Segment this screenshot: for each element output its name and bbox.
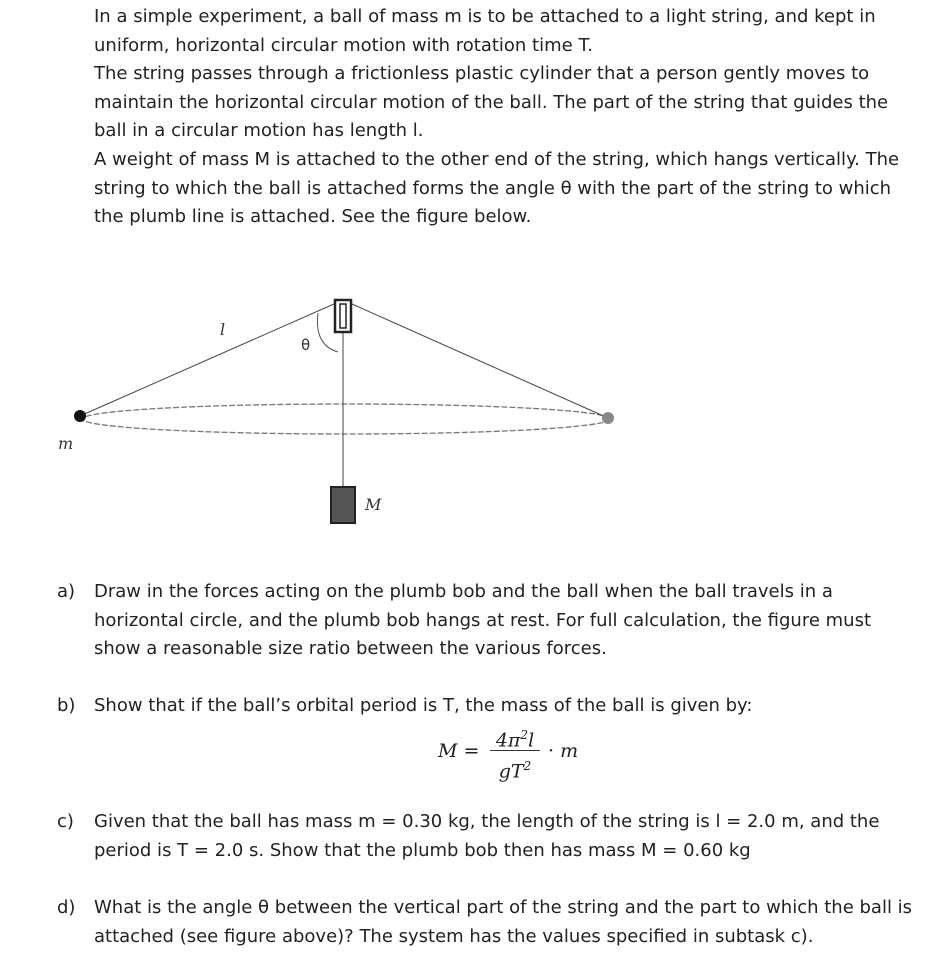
label-mass-M: M [365,495,382,514]
question-c-label: c) [57,811,74,832]
formula-numerator: $4\pi^2l$ [495,728,535,752]
question-d-text: What is the angle θ between the vertical part of the string and the part to which the ball is attached (see figure above)? The system has the values specified in subtask c). [94,897,913,947]
intro-paragraph-2: The string passes through a frictionless plastic cylinder that a person gently moves to maintain the horizontal circular motion of the ball. The part of the string that guides the ball in a circular motion has length l. [94,63,889,142]
intro-paragraph-3: A weight of mass M is attached to the other end of the string, which hangs vertically. The string to which the ball is attached forms the angle θ with the part of the string to which the plumb line is attached. See the figure below. [94,148,900,228]
string-to-ball [80,300,343,416]
question-b-text: Show that if the ball’s orbital period is T, the mass of the ball is given by: [94,695,753,716]
formula-lhs: M = [438,740,480,762]
question-d [57,894,917,951]
weight-M [331,487,355,523]
formula-denominator: $gT^2$ [498,759,532,783]
question-b [57,692,917,721]
question-a-label: a) [57,581,76,602]
question-c [57,808,917,865]
ball-far [602,412,614,424]
question-d-label: d) [57,897,76,918]
question-a [57,578,917,664]
question-a-text: Draw in the forces acting on the plumb bob and the ball when the ball travels in a horizontal circle, and the plumb bob hangs at rest. For full calculation, the figure must show a reasonable size ratio between the various forces. [94,581,872,660]
formula-rhs: · m [548,740,579,762]
ball-m [74,410,86,422]
mass-formula [438,722,618,782]
orbit-ellipse [82,404,610,434]
intro-paragraph-1: In a simple experiment, a ball of mass m is to be attached to a light string, and kept in uniform, horizontal circular motion with rotation time T. [94,6,876,56]
formula-fraction [490,722,540,783]
question-c-text: Given that the ball has mass m = 0.30 kg, the length of the string is l = 2.0 m, and the period is T = 2.0 s. Show that the plumb bob then has mass M = 0.60 kg [94,811,880,861]
question-b-label: b) [57,695,76,716]
label-mass-m: m [58,434,74,453]
label-length: l [220,320,226,339]
label-theta: θ [301,336,311,354]
string-to-far-ball [343,300,608,418]
